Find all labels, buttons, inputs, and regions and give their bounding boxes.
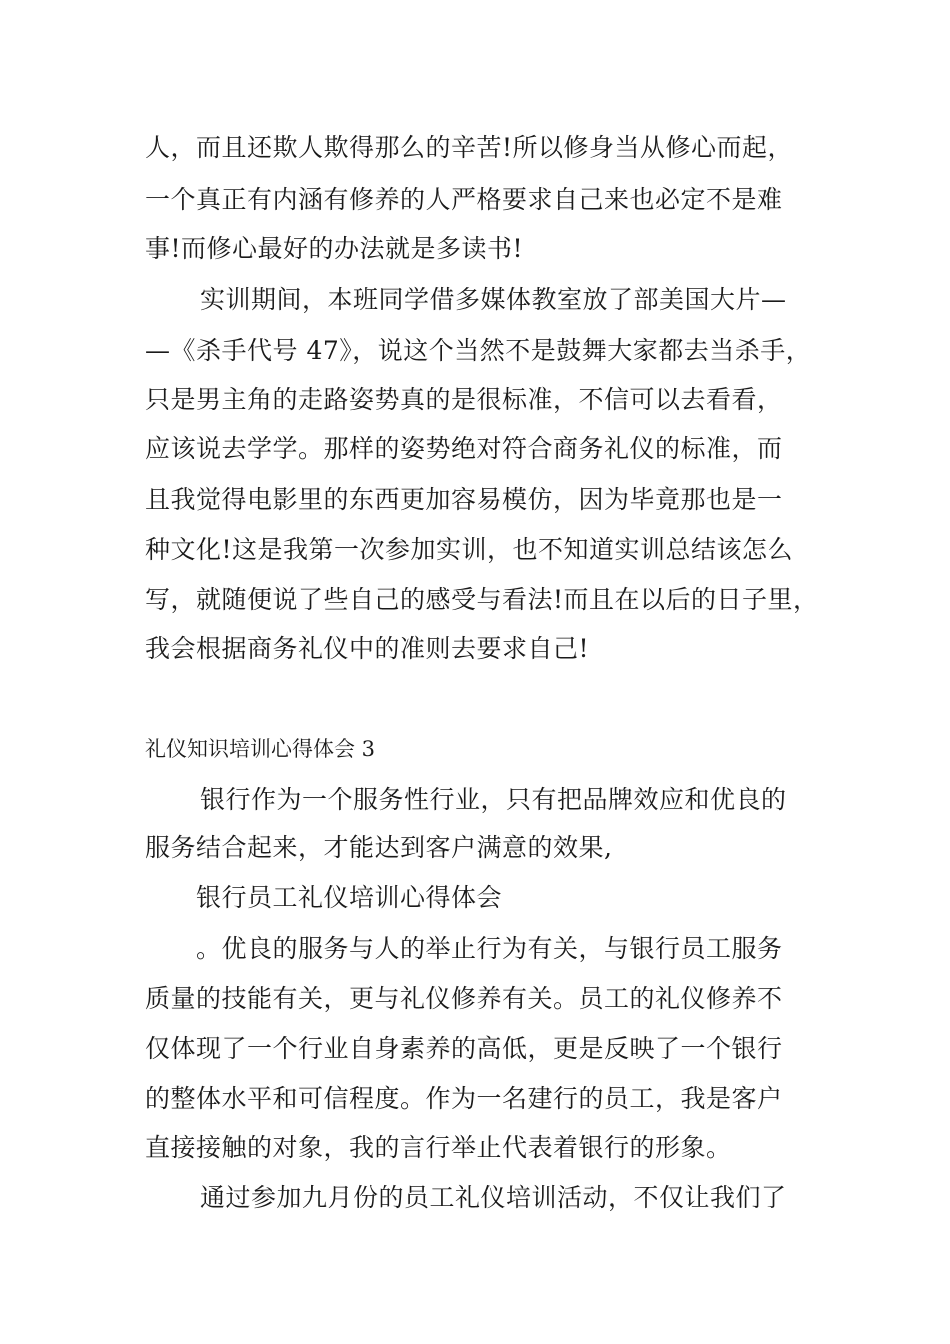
paragraph-start-line: 银行作为一个服务性行业，只有把品牌效应和优良的 (200, 785, 787, 814)
text-line: 写，就随便说了些自己的感受与看法!而且在以后的日子里， (145, 585, 819, 614)
paragraph-start-line: 实训期间，本班同学借多媒体教室放了部美国大片— (200, 285, 787, 314)
section-heading: 礼仪知识培训心得体会 3 (145, 737, 376, 761)
paragraph-start-line: 通过参加九月份的员工礼仪培训活动，不仅让我们了 (200, 1183, 787, 1212)
text-line: 事!而修心最好的办法就是多读书! (145, 234, 524, 263)
paragraph-start-line: 。优良的服务与人的举止行为有关，与银行员工服务 (196, 934, 783, 963)
text-line: 质量的技能有关，更与礼仪修养有关。员工的礼仪修养不 (145, 984, 783, 1013)
text-line: 人，而且还欺人欺得那么的辛苦!所以修身当从修心而起， (145, 133, 794, 162)
text-line: 应该说去学学。那样的姿势绝对符合商务礼仪的标准，而 (145, 434, 783, 463)
text-line: —《杀手代号 47》，说这个当然不是鼓舞大家都去当杀手， (145, 336, 812, 365)
text-line: 种文化!这是我第一次参加实训，也不知道实训总结该怎么 (145, 535, 794, 564)
text-line: 服务结合起来，才能达到客户满意的效果, (145, 833, 613, 862)
text-line: 我会根据商务礼仪中的准则去要求自己! (145, 634, 590, 663)
text-line: 一个真正有内涵有修养的人严格要求自己来也必定不是难 (145, 185, 783, 214)
text-line: 仅体现了一个行业自身素养的高低，更是反映了一个银行 (145, 1034, 783, 1063)
text-line: 只是男主角的走路姿势真的是很标准，不信可以去看看， (145, 385, 783, 414)
subheading-line: 银行员工礼仪培训心得体会 (196, 883, 503, 912)
text-line: 直接接触的对象，我的言行举止代表着银行的形象。 (145, 1133, 732, 1162)
text-line: 的整体水平和可信程度。作为一名建行的员工，我是客户 (145, 1084, 783, 1113)
text-line: 且我觉得电影里的东西更加容易模仿，因为毕竟那也是一 (145, 485, 783, 514)
